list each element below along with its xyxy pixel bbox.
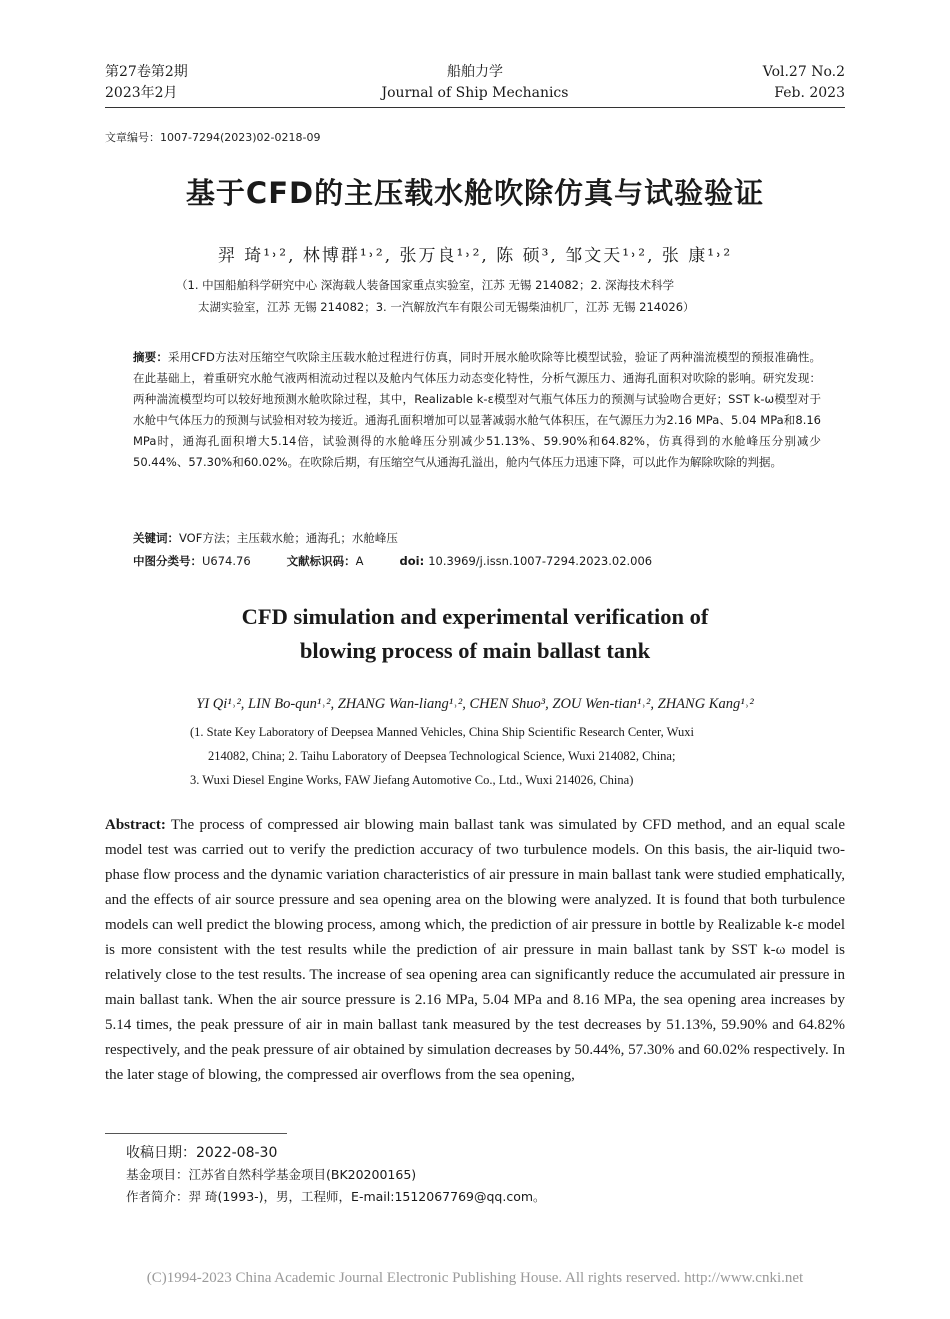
cn-abstract-text: 采用CFD方法对压缩空气吹除主压载水舱过程进行仿真，同时开展水舱吹除等比模型试验，验证了两种湍流模型的预报准确性。在此基础上，着重研究水舱气液两相流动过程以及舱内气体压力动态变化特性，分析气源压力、通海孔面积对吹除的影响。研究发现：两种湍流模型均可以较好地预测水舱吹除过程，其中，Realizable k-ε模型对气瓶气体压力的预测与试验吻合更好；SST k-ω模型对于水舱中气体压力的预测与试验相对较为接近。通海孔面积增加可以显著减弱水舱气体积压，在气源压力为2.16 MPa、5.04 MPa和8.16 MPa时，通海孔面积增大5.14倍，试验测得的水舱峰压分别减少51.13%、59.90%和64.82%，仿真得到的水舱峰压分别减少50.44%、57.30%和60.02%。在吹除后期，有压缩空气从通海孔溢出，舱内气体压力迅速下降，可以此作为解除吹除的判据。: [133, 350, 822, 469]
cn-title: 基于CFD的主压载水舱吹除仿真与试验验证: [185, 176, 765, 210]
footnote-rule: [105, 1133, 287, 1134]
fund-info: 基金项目：江苏省自然科学基金项目(BK20200165): [126, 1167, 417, 1182]
header-rule: [105, 107, 845, 108]
cn-classification: 中图分类号：U674.76 文献标识码：A doi: 10.3969/j.issn.1007-7294.2023.02.006: [133, 554, 653, 568]
cn-abstract: [133, 347, 821, 473]
cn-affiliations: （1. 中国船舶科学研究中心 深海载人装备国家重点实验室，江苏 无锡 214082；2. 深海技术科学 太湖实验室，江苏 无锡 214082；3. 一汽解放汽车有限公司无锡柴油机厂，江苏 无锡 214026）: [176, 278, 695, 314]
en-abstract-label: Abstract:: [105, 817, 166, 833]
author-bio: 作者简介：羿 琦(1993-)，男，工程师，E-mail:1512067769@qq.com。: [126, 1189, 546, 1204]
en-authors: YI Qi¹˒², LIN Bo-qun¹˒², ZHANG Wan-liang¹˒², CHEN Shuo³, ZOU Wen-tian¹˒², ZHANG Kang¹˒²: [196, 696, 754, 712]
en-title: CFD simulation and experimental verification of blowing process of main ballast tank: [241, 604, 709, 663]
article-number: 文章编号：1007-7294(2023)02-0218-09: [105, 131, 321, 144]
header-issue: Vol.27 No.2 Feb. 2023: [762, 64, 845, 101]
doi-link[interactable]: 10.3969/j.issn.1007-7294.2023.02.006: [428, 554, 653, 568]
received-date: 收稿日期：2022-08-30: [126, 1145, 278, 1161]
en-abstract: [105, 813, 845, 1088]
header-journal: 船舶力学 Journal of Ship Mechanics: [381, 64, 569, 101]
en-abstract-text: The process of compressed air blowing main ballast tank was simulated by CFD method, and an equal scale model test was carried out to verify the prediction accuracy of two turbulence models. On this basis, the air-liquid two-phase flow process and the dynamic variation characteristics of air pressure in main ballast tank were studied emphatically, and the effects of air source pressure and sea opening area on the blowing were analyzed. It is found that both turbulence models can well predict the blowing process, among which, the prediction of air pressure in bottle by Realizable k-ε model is more consistent with the test results while the prediction of air pressure in main ballast tank by SST k-ω model is relatively close to the test results. The increase of sea opening area can significantly reduce the accumulated air pressure in main ballast tank. When the air source pressure is 2.16 MPa, 5.04 MPa and 8.16 MPa, the sea opening area increases by 5.14 times, the peak pressure of air in main ballast tank measured by the test decreases by 51.13%, 59.90% and 64.82% respectively, and the peak pressure of air obtained by simulation decreases by 50.44%, 57.30% and 60.02% respectively. In the later stage of blowing, the compressed air overflows from the sea opening,: [105, 817, 846, 1083]
cn-keywords: 关键词：VOF方法；主压载水舱；通海孔；水舱峰压: [133, 531, 398, 545]
footnotes: [126, 1142, 546, 1208]
header-volume: 第27卷第2期 2023年2月: [105, 64, 188, 101]
cn-abstract-label: 摘要：: [133, 350, 168, 364]
en-affiliations: (1. State Key Laboratory of Deepsea Manned Vehicles, China Ship Scientific Research Center, Wuxi 214082, China; 2. Taihu Laboratory of Deepsea Technological Science, Wuxi 214082, China; 3. Wuxi Diesel Engine Works, FAW Jiefang Automotive Co., Ltd., Wuxi 214026, China): [190, 725, 694, 787]
cn-authors: 羿 琦¹˒², 林博群¹˒², 张万良¹˒², 陈 硕³, 邹文天¹˒², 张 康¹˒²: [217, 246, 733, 266]
copyright-watermark: (C)1994-2023 China Academic Journal Electronic Publishing House. All rights reserved. http://www.cnki.net: [146, 1270, 804, 1286]
